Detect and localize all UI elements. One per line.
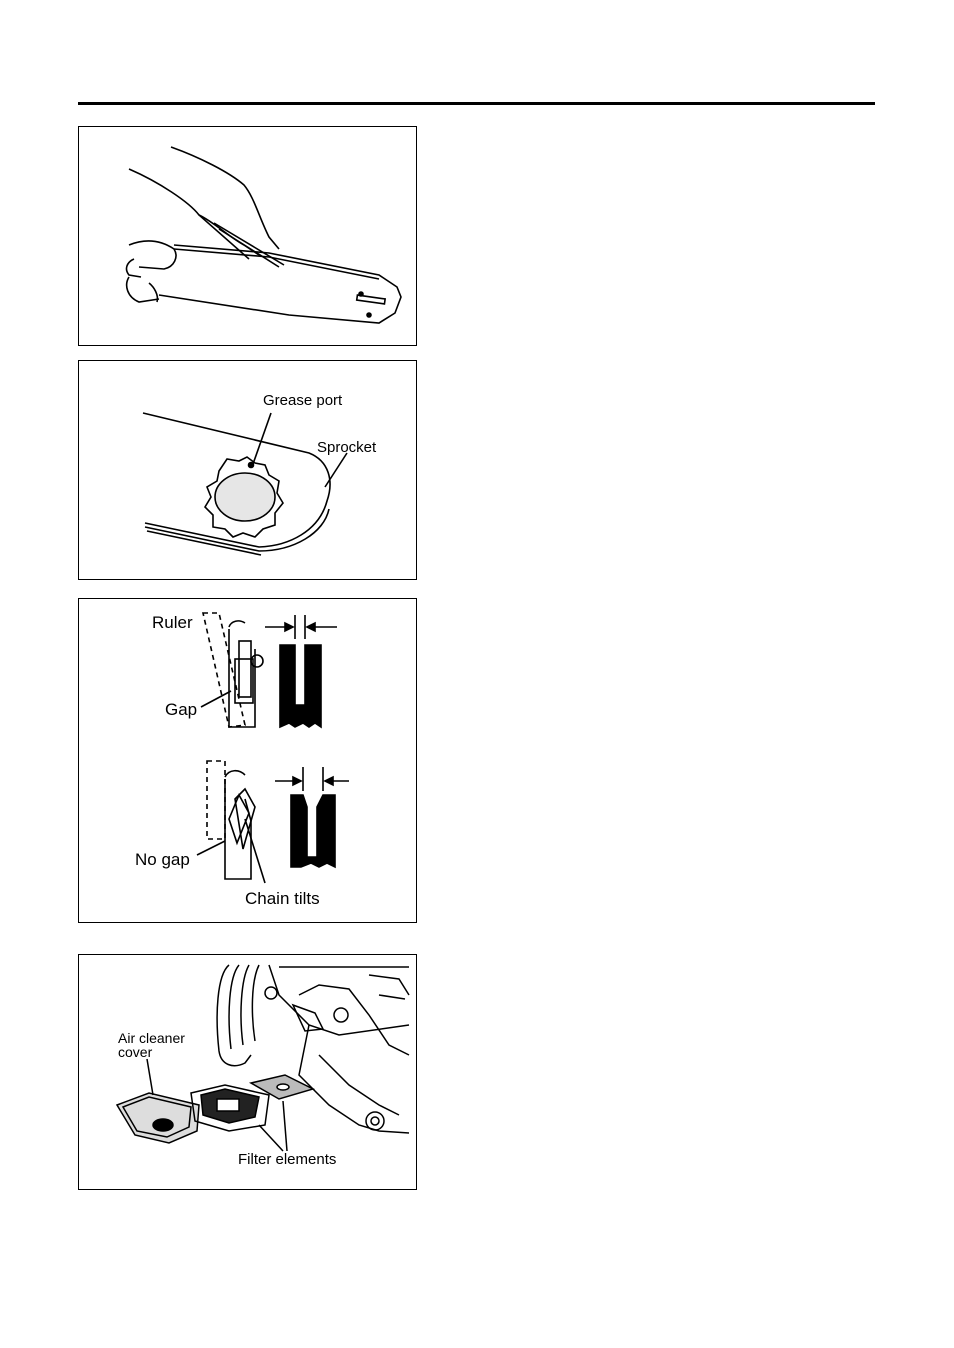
sprocket-illustration: [79, 361, 417, 580]
label-air-cleaner-cover-line1: Air cleaner: [118, 1030, 185, 1046]
label-gap: Gap: [165, 700, 198, 719]
label-grease-port: Grease port: [263, 392, 343, 409]
header-rule: [78, 102, 875, 105]
figure-sprocket-grease: [78, 360, 417, 580]
figure-bar-groove-cleaning: [78, 126, 417, 346]
figure-bar-rail-check: [78, 598, 417, 923]
label-no-gap: No gap: [135, 850, 190, 869]
label-chain-tilts: Chain tilts: [245, 889, 320, 908]
bar-cleaning-illustration: [79, 127, 417, 346]
label-ruler: Ruler: [152, 613, 193, 632]
rail-check-illustration: [79, 599, 417, 923]
label-filter-elements: Filter elements: [238, 1151, 337, 1168]
label-air-cleaner-cover-line2: cover: [118, 1044, 153, 1060]
label-sprocket: Sprocket: [317, 439, 377, 456]
figure-air-filter: [78, 954, 417, 1190]
